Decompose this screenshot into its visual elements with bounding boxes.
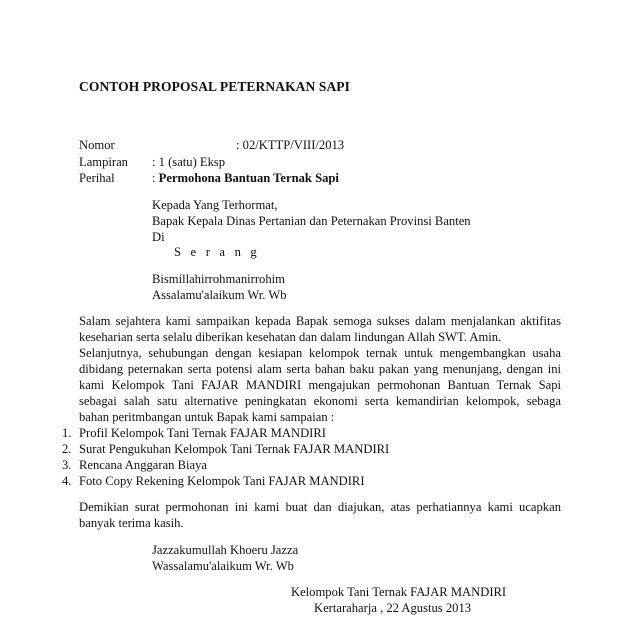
list-item-number: 3. — [62, 458, 72, 472]
perihal-value: Permohona Bantuan Ternak Sapi — [158, 171, 339, 185]
recipient-line-2: Bapak Kepala Dinas Pertanian dan Peternakan Provinsi Banten — [152, 214, 471, 228]
opening-line-1: Bismillahirrohmanirrohim — [152, 272, 285, 286]
salutation-line-2: Wassalamu'alaikum Wr. Wb — [152, 559, 294, 573]
perihal-line — [152, 170, 339, 186]
document-title: CONTOH PROPOSAL PETERNAKAN SAPI — [79, 79, 351, 94]
list-item: Profil Kelompok Tani Ternak FAJAR MANDIRI — [79, 426, 326, 440]
nomor-label: Nomor — [79, 138, 115, 152]
body-line: keseharian serta selalu diberikan kesehatan dan dalam lindungan Allah SWT. Amin. — [79, 330, 502, 344]
recipient-line-3: Di — [152, 230, 165, 244]
closing-line: Demikian surat permohonan ini kami buat dan diajukan, atas perhatiannya kami ucapkan — [79, 500, 561, 514]
list-item-number: 4. — [62, 474, 72, 488]
list-item-number: 1. — [62, 426, 72, 440]
signature-org: Kelompok Tani Ternak FAJAR MANDIRI — [291, 585, 507, 599]
signature-place-date: Kertaraharja , 22 Agustus 2013 — [314, 601, 472, 615]
perihal-colon: : — [152, 171, 159, 185]
salutation-line-1: Jazzakumullah Khoeru Jazza — [152, 543, 299, 557]
list-item-number: 2. — [62, 442, 72, 456]
list-item: Surat Pengukuhan Kelompok Tani Ternak FAJAR MANDIRI — [79, 442, 390, 456]
list-item: Foto Copy Rekening Kelompok Tani FAJAR MANDIRI — [79, 474, 365, 488]
closing-line: banyak terima kasih. — [79, 516, 184, 530]
body-line: sebagai salah satu alternative peningkatan ekonomi serta kemandirian kelompok, sebaga — [79, 394, 561, 408]
perihal-label: Perihal — [79, 171, 115, 185]
body-line: Selanjutnya, sehubungan dengan kesiapan kelompok ternak untuk mengembangkan usaha — [79, 346, 561, 360]
body-line: bahan peritmbangan untuk Bapak kami sampaian : — [79, 410, 335, 424]
body-line: dibidang peternakan serta potensi alam serta bahan baku pakan yang menunjang, dengan ini — [79, 362, 561, 376]
body-line: Salam sejahtera kami sampaikan kepada Bapak semoga sukses dalam menjalankan aktifitas — [79, 314, 561, 328]
opening-line-2: Assalamu'alaikum Wr. Wb — [152, 288, 287, 302]
body-line: kami Kelompok Tani FAJAR MANDIRI mengajukan permohonan Bantuan Ternak Sapi — [79, 378, 561, 392]
lampiran-label: Lampiran — [79, 155, 128, 169]
recipient-line-1: Kepada Yang Terhormat, — [152, 198, 278, 212]
recipient-city: S e r a n g — [174, 245, 260, 259]
lampiran-value: : 1 (satu) Eksp — [152, 155, 226, 169]
list-item: Rencana Anggaran Biaya — [79, 458, 207, 472]
nomor-value: : 02/KTTP/VIII/2013 — [236, 138, 345, 152]
